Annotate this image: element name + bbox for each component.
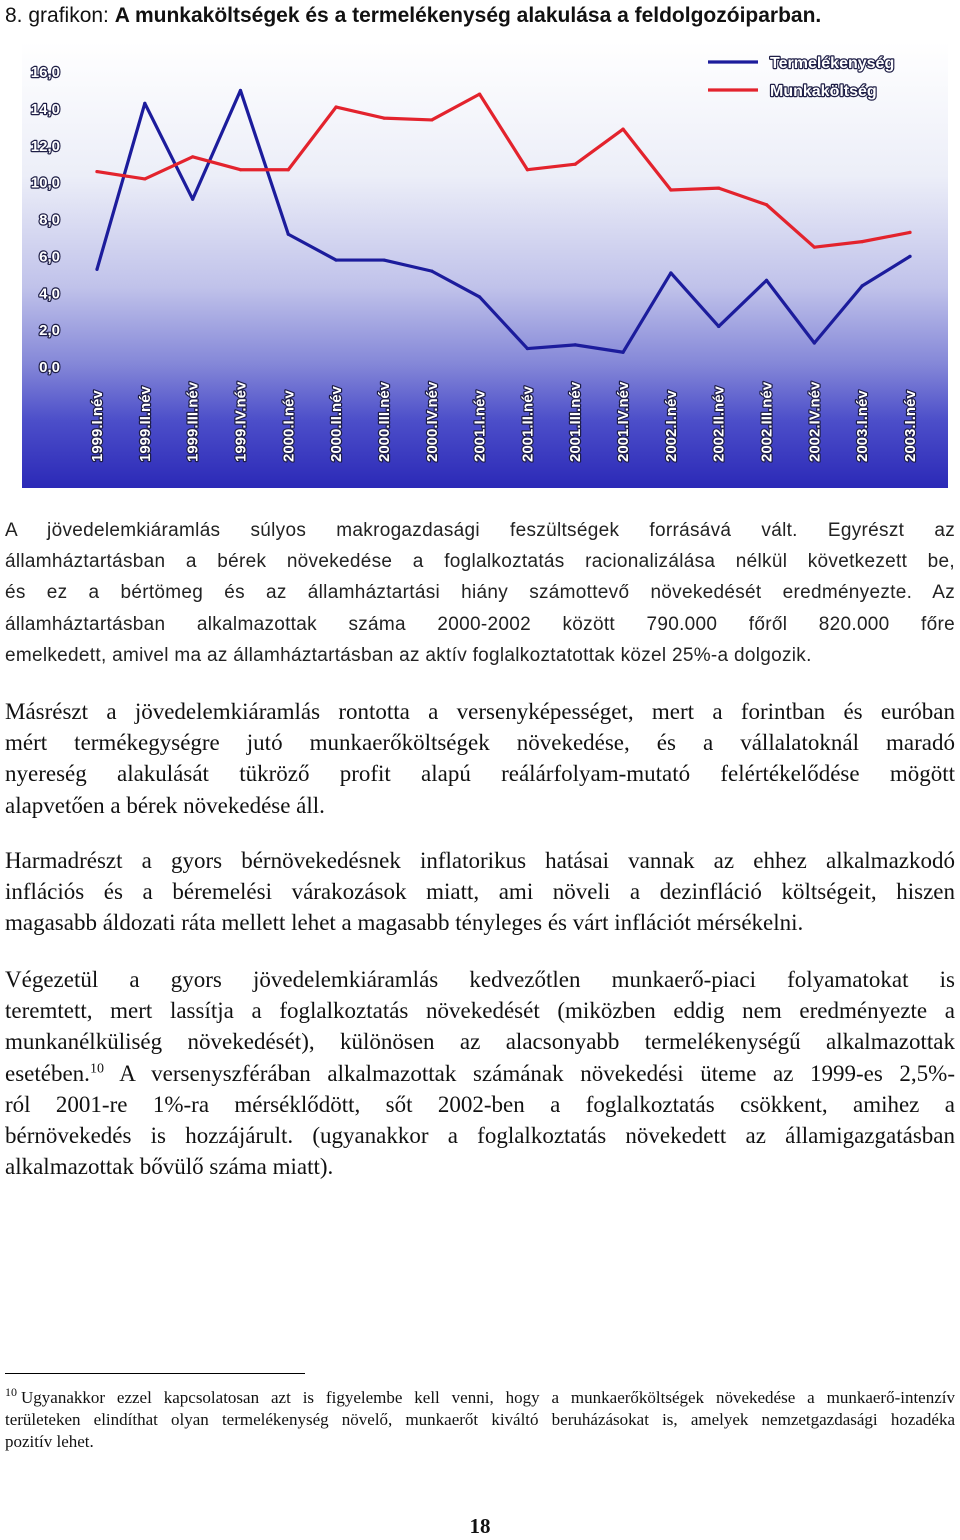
termelekenyseg-point xyxy=(478,295,481,298)
footnote-line: területeken elindíthat olyan termelékenység növelő, munkaerőt kiváltó beruházásokat is, amelyek nemzetgazdasági hozadéka xyxy=(5,1410,955,1429)
paragraph-text: esetében. xyxy=(5,1060,90,1086)
termelekenyseg-point xyxy=(908,255,911,258)
legend-label-termelekenyseg: Termelékenység xyxy=(770,55,895,72)
termelekenyseg-point xyxy=(95,268,98,271)
munkakoltseg-point xyxy=(191,155,194,158)
y-tick-label: 14,0 xyxy=(30,100,60,118)
paragraph-line xyxy=(5,1058,955,1089)
x-tick-label: 2000.III.név xyxy=(375,381,393,462)
footnote-number: 10 xyxy=(5,1385,17,1400)
paragraph-line: Harmadrészt a gyors bérnövekedésnek inflatorikus hatásai vannak az ehhez alkalmazkodó xyxy=(5,848,955,873)
termelekenyseg-point xyxy=(717,325,720,328)
munkakoltseg-point xyxy=(143,177,146,180)
munkakoltseg-point xyxy=(95,170,98,173)
x-tick-label: 2002.II.név xyxy=(710,386,728,462)
munkakoltseg-point xyxy=(621,128,624,131)
paragraph-line: magasabb áldozati ráta mellett lehet a magasabb tényleges és várt inflációt mérsékelni. xyxy=(5,910,804,936)
x-tick-label: 1999.I.név xyxy=(89,390,106,462)
footnote-separator xyxy=(5,1373,305,1374)
y-tick-label: 4,0 xyxy=(39,285,60,303)
footnote-line: pozitív lehet. xyxy=(5,1432,94,1451)
x-tick-label: 1999.II.név xyxy=(136,386,154,462)
paragraph-line: Végezetül a gyors jövedelemkiáramlás kedvezőtlen munkaerő-piaci folyamatokat is xyxy=(5,967,955,992)
footnote xyxy=(5,1387,955,1453)
termelekenyseg-point xyxy=(574,343,577,346)
termelekenyseg-point xyxy=(813,341,816,344)
munkakoltseg-point xyxy=(478,93,481,96)
termelekenyseg-point xyxy=(335,258,338,261)
munkakoltseg-point xyxy=(287,168,290,171)
termelekenyseg-point xyxy=(669,271,672,274)
paragraph-1 xyxy=(5,515,955,671)
y-tick-label: 0,0 xyxy=(39,359,60,376)
munkakoltseg-point xyxy=(861,240,864,243)
x-tick-label: 2001.III.név xyxy=(567,381,585,462)
x-tick-label: 2003.I.név xyxy=(854,390,872,462)
x-tick-label: 2002.IV.név xyxy=(806,381,824,462)
paragraph-2 xyxy=(5,696,955,821)
munkakoltseg-point xyxy=(765,203,768,206)
munkakoltseg-point xyxy=(669,188,672,191)
x-tick-label: 2002.III.név xyxy=(758,381,776,462)
paragraph-line: mért termékegységre jutó munkaerőköltségek növekedése, és a vállalatoknál maradó xyxy=(5,730,955,756)
munkakoltseg-point xyxy=(382,116,385,119)
paragraph-line: bérnövekedés is hozzájárult. (ugyanakkor a foglalkoztatás növekedett az államigazgatásban xyxy=(5,1123,955,1149)
paragraph-line: nyereség alakulását tükröző profit alapú reálárfolyam-mutató felértékelődése mögött xyxy=(5,761,955,787)
paragraph-line: alkalmazottak bővülő száma miatt). xyxy=(5,1154,334,1180)
termelekenyseg-point xyxy=(621,351,624,354)
termelekenyseg-point xyxy=(861,284,864,287)
footnote-reference[interactable]: 10 xyxy=(89,1060,104,1076)
figure-number: 8. grafikon: xyxy=(5,4,109,27)
termelekenyseg-point xyxy=(143,102,146,105)
x-tick-label: 1999.III.név xyxy=(184,381,202,462)
y-tick-label: 2,0 xyxy=(39,322,60,340)
paragraph-line: alapvetően a bérek növekedése áll. xyxy=(5,792,325,818)
x-tick-label: 2003.I.név xyxy=(902,390,919,462)
chart xyxy=(22,42,948,488)
x-tick-label: 2000.IV.név xyxy=(423,381,441,462)
footnote-text: Ugyanakkor ezzel kapcsolatosan azt is figyelembe kell venni, hogy a munkaerőköltségek növekedése a munkaerő-intenzív xyxy=(21,1388,955,1407)
munkakoltseg-point xyxy=(813,246,816,249)
x-tick-label: 2001.IV.név xyxy=(615,381,633,462)
munkakoltseg-point xyxy=(239,168,242,171)
paragraph-line: inflációs és a béremelési várakozások miatt, ami növeli a dezinfláció költségeit, hiszen xyxy=(5,879,955,905)
termelekenyseg-point xyxy=(287,233,290,236)
legend-label-munkakoltseg: Munkaköltség xyxy=(770,83,877,100)
y-tick-label: 12,0 xyxy=(30,137,60,155)
paragraph-line: államháztartásban a bérek növekedése a foglalkoztatás racionalizálása nélkül következett be, xyxy=(5,551,955,573)
x-tick-label: 2001.I.név xyxy=(471,390,489,462)
x-tick-label: 2001.II.név xyxy=(519,386,537,462)
munkakoltseg-point xyxy=(335,105,338,108)
figure-title: A munkaköltségek és a termelékenység alakulása a feldolgozóiparban. xyxy=(114,4,822,27)
paragraph-line: ról 2001-re 1%-ra mérséklődött, sőt 2002-ben a foglalkoztatás csökkent, amihez a xyxy=(5,1091,955,1117)
x-tick-label: 1999.IV.név xyxy=(232,381,250,462)
munkakoltseg-point xyxy=(526,168,529,171)
munkakoltseg-point xyxy=(717,187,720,190)
munkakoltseg-point xyxy=(574,163,577,166)
paragraph-line: emelkedett, amivel ma az államháztartásban az aktív foglalkoztatottak közel 25%-a dolgozik. xyxy=(5,644,812,666)
paragraph-3 xyxy=(5,845,955,939)
paragraph-text: A versenyszférában alkalmazottak számának növekedési üteme az 1999-es 2,5%- xyxy=(103,1060,955,1086)
termelekenyseg-point xyxy=(382,258,385,261)
termelekenyseg-point xyxy=(191,198,194,201)
termelekenyseg-point xyxy=(765,279,768,282)
y-tick-label: 10,0 xyxy=(30,174,60,192)
footnote-line xyxy=(5,1387,955,1409)
y-tick-label: 8,0 xyxy=(39,211,60,229)
munkakoltseg-point xyxy=(430,118,433,121)
x-tick-label: 2002.I.név xyxy=(662,390,680,462)
paragraph-line: teremtett, mert lassítja a foglalkoztatás növekedését (miközben eddig nem eredményezte a xyxy=(5,998,955,1024)
x-tick-label: 2000.II.név xyxy=(328,386,346,462)
paragraph-line: Másrészt a jövedelemkiáramlás rontotta a versenyképességet, mert a forintban és euróban xyxy=(5,699,955,724)
termelekenyseg-point xyxy=(526,347,529,350)
paragraph-line: A jövedelemkiáramlás súlyos makrogazdasági feszültségek forrásává vált. Egyrészt az xyxy=(5,520,955,541)
page-number: 18 xyxy=(469,1514,491,1538)
termelekenyseg-point xyxy=(430,270,433,273)
y-tick-label: 6,0 xyxy=(39,248,60,266)
figure-caption xyxy=(5,2,955,30)
termelekenyseg-point xyxy=(239,89,242,92)
paragraph-line: munkanélküliség növekedését), különösen az alacsonyabb termelékenységű alkalmazottak xyxy=(5,1029,955,1055)
munkakoltseg-point xyxy=(908,231,911,234)
paragraph-line: és ez a bértömeg és az államháztartási hiány számottevő növekedését eredményezte. Az xyxy=(5,582,955,604)
paragraph-line: államháztartásban alkalmazottak száma 2000-2002 között 790.000 főről 820.000 főre xyxy=(5,613,955,635)
paragraph-4 xyxy=(5,964,955,1182)
x-tick-label: 2000.I.név xyxy=(280,390,298,462)
y-tick-label: 16,0 xyxy=(30,64,60,81)
